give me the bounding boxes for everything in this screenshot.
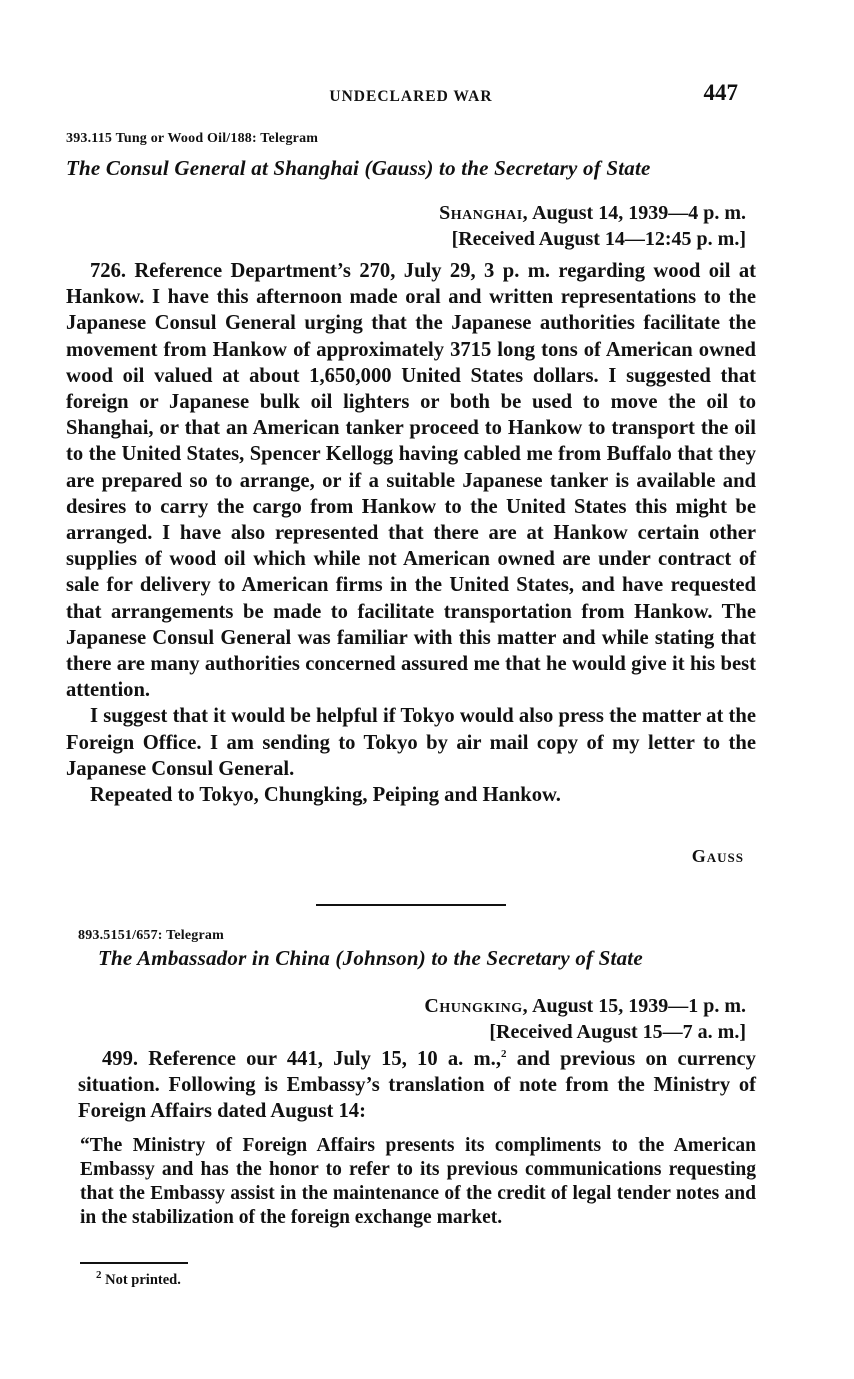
doc2-body [78,1046,756,1125]
doc2-place-date [424,993,746,1045]
doc1-place: Shanghai, [439,202,529,224]
doc1-dateline [439,200,746,226]
doc1-heading: The Consul General at Shanghai (Gauss) to the Secretary of State [66,156,651,180]
doc2-quoted-note [80,1134,756,1230]
page-number: 447 [703,80,738,105]
running-title: UNDECLARED WAR [329,88,493,105]
doc2-paragraph-1-end: and previous on currency situation. Following is Embassy’s translation of note from the Ministry of Foreign Affairs dated August 14: [78,1048,756,1123]
doc2-dateline [424,993,746,1019]
doc2-paragraph-1 [78,1046,756,1125]
doc1-place-date [439,200,746,252]
footnote-rule [80,1262,188,1264]
section-divider [316,904,506,906]
doc1-received: [Received August 14—12:45 p. m.] [451,228,746,250]
footnote [96,1269,181,1289]
doc1-paragraph-1: 726. Reference Department’s 270, July 29, 3 p. m. regarding wood oil at Hankow. I have this afternoon made oral and written representations to the Japanese Consul General urging that the Japanese authorities facilitate the movement from Hankow of approximately 3715 long tons of American owned wood oil valued at about 1,650,000 United States dollars. I suggested that foreign or Japanese bulk oil lighters or both be used to move the oil to Shanghai, or that an American tanker proceed to Hankow to transport the oil to the United States, Spencer Kellogg having cabled me from Buffalo that they are prepared so to arrange, or if a suitable Japanese tanker is available and desires to carry the cargo from Hankow to the United States this might be arranged. I have also represented that there are at Hankow certain other supplies of wood oil which while not American owned are under contract of sale for delivery to American firms in the United States, and have requested that arrangements be made to facilitate transportation from Hankow. The Japanese Consul General was familiar with this matter and while stating that there are many authorities concerned assured me that he would give it his best attention. [66,260,756,702]
doc1-file-reference: 393.115 Tung or Wood Oil/188: Telegram [66,131,319,146]
document-page [66,0,756,1379]
doc2-file-reference: 893.5151/657: Telegram [78,928,224,943]
doc1-paragraph-3: Repeated to Tokyo, Chungking, Peiping and Hankow. [90,784,561,807]
doc1-paragraph-2: I suggest that it would be helpful if Tokyo would also press the matter at the Foreign Office. I am sending to Tokyo by air mail copy of my letter to the Japanese Consul General. [66,705,756,780]
doc1-signature: Gauss [691,846,744,866]
doc2-quote-paragraph: “The Ministry of Foreign Affairs presents its compliments to the American Embassy and has the honor to refer to its previous communications requesting that the Embassy assist in the maintenance of the credit of legal tender notes and in the stabilization of the foreign exchange market. [80,1135,756,1228]
footnote-marker: 2 [96,1269,102,1282]
footnote-text: Not printed. [105,1272,181,1288]
doc2-paragraph-1-start: 499. Reference our 441, July 15, 10 a. m., [102,1048,501,1070]
doc2-received: [Received August 15—7 a. m.] [489,1021,746,1043]
doc2-date: August 15, 1939—1 p. m. [532,995,746,1017]
doc2-place: Chungking, [424,995,529,1017]
footnote-reference: 2 [500,1048,507,1061]
doc2-heading: The Ambassador in China (Johnson) to the Secretary of State [98,946,643,970]
doc1-date: August 14, 1939—4 p. m. [532,202,746,224]
doc1-body [66,258,756,808]
running-head [66,80,756,110]
